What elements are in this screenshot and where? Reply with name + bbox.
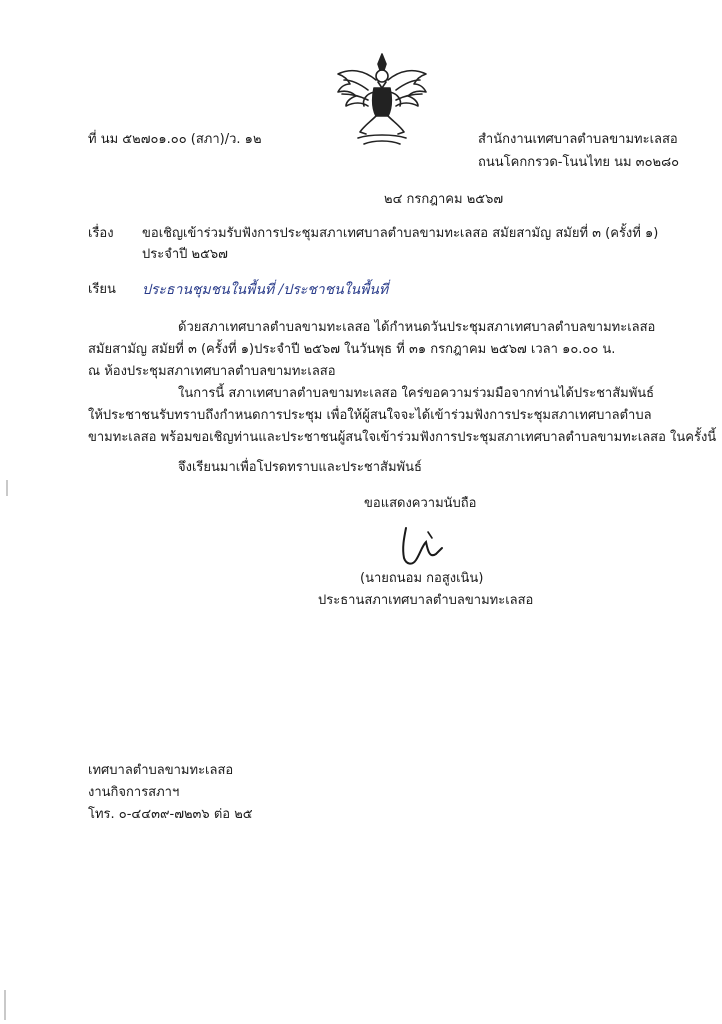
paragraph-1-line-2: สมัยสามัญ สมัยที่ ๓ (ครั้งที่ ๑)ประจำปี ๒๕๖๗ ในวันพุธ ที่ ๓๑ กรกฎาคม ๒๕๖๗ เวลา ๑๐.๐๐ น.: [88, 342, 616, 357]
signer-name: (นายถนอม กอสูงเนิน): [360, 571, 484, 586]
paragraph-2-line-3: ขามทะเลสอ พร้อมขอเชิญท่านและประชาชนผู้สนใจเข้าร่วมฟังการประชุมสภาเทศบาลตำบลขามทะเลสอ ในครั้งนี้: [88, 430, 717, 445]
office-name: สำนักงานเทศบาลตำบลขามทะเลสอ: [478, 132, 678, 147]
footer-phone: โทร. ๐-๔๔๓๙-๗๒๓๖ ต่อ ๒๕: [88, 807, 253, 822]
footer-organization: เทศบาลตำบลขามทะเลสอ: [88, 763, 234, 778]
signer-position: ประธานสภาเทศบาลตำบลขามทะเลสอ: [318, 593, 534, 608]
subject-line-1: ขอเชิญเข้าร่วมรับฟังการประชุมสภาเทศบาลตำบลขามทะเลสอ สมัยสามัญ สมัยที่ ๓ (ครั้งที่ ๑): [142, 226, 659, 241]
scan-edge-mark: [6, 480, 8, 496]
recipient-handwritten: ประธานชุมชนในพื้นที่ /ประชาชนในพื้นที่: [142, 282, 389, 298]
letter-date: ๒๔ กรกฎาคม ๒๕๖๗: [384, 192, 504, 207]
paragraph-2-line-1: ในการนี้ สภาเทศบาลตำบลขามทะเลสอ ใคร่ขอความร่วมมือจากท่านได้ประชาสัมพันธ์: [178, 386, 655, 401]
garuda-emblem-icon: [334, 50, 430, 150]
subject-line-2: ประจำปี ๒๕๖๗: [142, 247, 228, 262]
salutation: ขอแสดงความนับถือ: [364, 496, 477, 511]
paragraph-1-line-1: ด้วยสภาเทศบาลตำบลขามทะเลสอ ได้กำหนดวันประชุมสภาเทศบาลตำบลขามทะเลสอ: [178, 320, 656, 335]
handwritten-signature: [392, 524, 444, 570]
closing-request: จึงเรียนมาเพื่อโปรดทราบและประชาสัมพันธ์: [178, 460, 422, 475]
scan-edge-mark: [4, 990, 6, 1020]
footer-department: งานกิจการสภาฯ: [88, 785, 180, 800]
subject-label: เรื่อง: [88, 226, 114, 241]
recipient-label: เรียน: [88, 282, 116, 297]
office-address: ถนนโคกกรวด-โนนไทย นม ๓๐๒๘๐: [478, 155, 680, 170]
paragraph-2-line-2: ให้ประชาชนรับทราบถึงกำหนดการประชุม เพื่อให้ผู้สนใจจะได้เข้าร่วมฟังการประชุมสภาเทศบาลตำบล: [88, 408, 652, 423]
reference-number: ที่ นม ๕๒๗๐๑.๐๐ (สภา)/ว. ๑๒: [88, 132, 262, 147]
paragraph-1-line-3: ณ ห้องประชุมสภาเทศบาลตำบลขามทะเลสอ: [88, 364, 336, 379]
